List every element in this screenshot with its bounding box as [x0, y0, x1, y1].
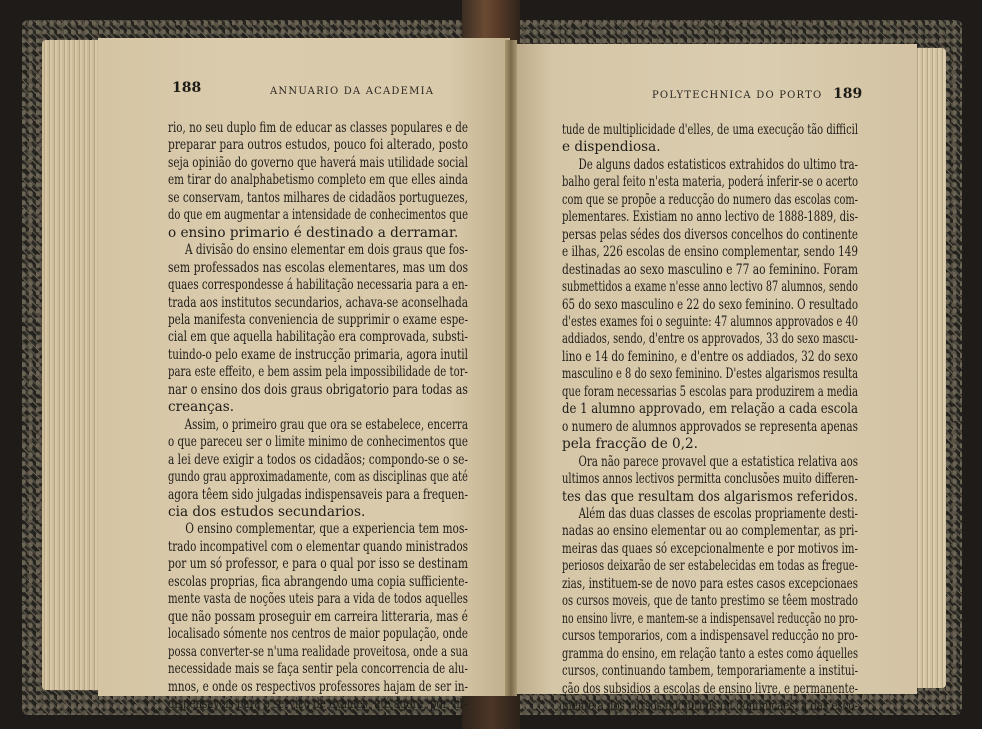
text-line: creanças.: [168, 399, 235, 416]
text-line: localisado sómente nos centros de maior população, onde: [168, 626, 468, 643]
text-line: que foram necessarias 5 escolas para produzirem a media: [562, 383, 858, 400]
text-line: masculino e 8 do sexo feminino. D'estes algarismos resulta: [562, 366, 859, 383]
text-line: por um só professor, e para o qual por isso se destinam: [168, 556, 468, 573]
text-line: em tirar do analphabetismo completo em que elles ainda: [168, 172, 469, 189]
text-line: pela fracção de 0,2.: [562, 436, 698, 453]
text-line: cial em que aquella habilitação era comprovada, substi-: [168, 329, 469, 346]
text-line: possa converter-se n'uma realidade proveitosa, onde a sua: [168, 643, 469, 660]
text-line: trada aos institutos secundarios, achava-se aconselhada: [168, 294, 468, 311]
text-line: Assim, o primeiro grau que ora se estabelece, encerra: [184, 416, 468, 433]
text-line: cursos, continuando tambem, temporariamente a institui-: [562, 663, 858, 680]
text-line: pela manifesta conveniencia de supprimir o exame espe-: [168, 311, 468, 328]
text-line: rio, no seu duplo fim de educar as classes populares e de: [168, 120, 468, 136]
text-line: e dispendiosa.: [562, 139, 661, 156]
text-line: A divisão do ensino elementar em dois graus que fos-: [184, 242, 468, 259]
right-running-head: POLYTECHNICA DO PORTO: [652, 90, 823, 101]
text-line: addiados, sendo, d'entre os approvados, 33 do sexo mascu-: [562, 331, 858, 348]
text-line: O ensino complementar, que a experiencia tem mos-: [185, 521, 469, 538]
text-line: que não possam proseguir em carreira litteraria, mas é: [168, 608, 468, 625]
text-line: os cursos moveis, que de tanto prestimo se têem mostrado: [562, 593, 858, 610]
text-line: De alguns dados estatisticos extrahidos do ultimo tra-: [578, 156, 859, 173]
text-line: seja opinião do governo que haverá mais utilidade social: [168, 154, 468, 171]
text-line: sem professados nas escolas elementares, mas um dos: [168, 259, 468, 276]
text-line: escolas proprias, fica abrangendo uma copia sufficiente-: [168, 573, 469, 590]
right-page-number: 189: [833, 86, 863, 102]
text-line: cursos temporarios, com a indispensavel reducção no pro-: [562, 628, 858, 645]
text-line: meiras das quaes só excepcionalmente e por motivos im-: [562, 540, 858, 557]
text-line: e ilhas, 226 escolas de ensino complementar, sendo 149: [562, 244, 858, 261]
text-line: mnos, e onde os respectivos professores hajam de ser in-: [168, 678, 468, 695]
text-line: do que em augmentar a intensidade de conhecimentos que: [168, 207, 468, 224]
text-line: se conservam, tantos milhares de cidadãos portuguezes,: [168, 189, 469, 206]
right-body-text: [562, 122, 982, 715]
text-line: o ensino primario é destinado a derramar.: [168, 224, 459, 241]
text-line: nadas ao ensino elementar ou ao complementar, as pri-: [562, 523, 858, 540]
text-line: necessidade mais se faça sentir pela concorrencia de alu-: [168, 661, 468, 678]
text-line: zias, instituem-se de novo para estes casos excepcionaes: [562, 575, 859, 592]
text-line: preparar para outros estudos, pouco foi alterado, posto: [168, 137, 469, 154]
text-line: Ora não parece provavel que a estatistica relativa aos: [578, 453, 859, 470]
text-line: lino e 14 do feminino, e d'entre os addiados, 32 do sexo: [562, 348, 859, 365]
text-line: cia dos estudos secundarios.: [168, 503, 366, 520]
text-line: ultimos annos lectivos permitta conclusões muito differen-: [562, 471, 858, 488]
text-line: o que pareceu ser o limite minimo de conhecimentos que: [168, 434, 468, 451]
text-line: 65 do sexo masculino e 22 do sexo feminino. O resultado: [562, 296, 858, 313]
left-page-number: 188: [172, 80, 202, 96]
text-line: tude de multiplicidade d'elles, de uma execução tão difficil: [562, 122, 859, 138]
left-body-text: [168, 120, 575, 713]
text-line: tes das que resultam dos algarismos referidos.: [562, 488, 859, 505]
left-running-head: ANNUARIO DA ACADEMIA: [270, 86, 435, 97]
text-line: Além das duas classes de escolas propriamente desti-: [578, 505, 859, 522]
text-line: nar o ensino dos dois graus obrigatorio para todas as: [168, 381, 469, 398]
text-line: de 1 alumno approvado, em relação a cada escola: [562, 401, 859, 418]
text-line: destinadas ao sexo masculino e 77 ao feminino. Foram: [562, 261, 859, 278]
text-line: persas pelas sédes dos diversos concelhos do continente: [562, 226, 858, 243]
text-line: tuindo-o pelo exame de instrucção primaria, agora inutil: [168, 346, 468, 363]
text-line: com que se propõe a reducção do numero das escolas com-: [562, 191, 858, 208]
text-line: periosos deixarão de ser estabelecidas em todas as fregue-: [562, 558, 858, 575]
text-line: trado incompativel com o elementar quando ministrados: [168, 538, 468, 555]
text-line: mente vasta de noções uteis para a vida de todos aquelles: [168, 591, 469, 608]
text-line: para este effeito, e bem assim pela impossibilidade de tor-: [168, 364, 468, 381]
text-line: ção dos subsidios a escolas de ensino livre, e permanente-: [562, 680, 859, 697]
text-line: mente a dos cursos nocturnos ou dominicaes, a das esco-: [562, 697, 858, 714]
text-line: gundo grau approximadamente, com as disciplinas que até: [168, 469, 468, 486]
text-line: plementares. Existiam no anno lectivo de 1888-1889, dis-: [562, 209, 859, 226]
text-line: agora têem sido julgadas indispensaveis para a frequen-: [168, 486, 469, 503]
text-line: balho geral feito n'esta materia, poderá inferir-se o acerto: [562, 174, 859, 191]
text-line: submettidos a exame n'esse anno lectivo 87 alumnos, sendo: [562, 279, 859, 296]
text-line: gramma do ensino, em relação tanto a estes como áquelles: [562, 645, 859, 662]
text-line: d'estes exames foi o seguinte: 47 alumnos approvados e 40: [562, 313, 859, 330]
text-line: quaes correspondesse á habilitação necessaria para a en-: [168, 277, 469, 294]
text-line: a lei deve exigir a todos os cidadãos; compondo-se o se-: [168, 451, 468, 468]
text-line: dispensaveis para o serviço de exames, até agora, por vir-: [168, 695, 468, 712]
text-line: o numero de alumnos approvados se representa apenas: [562, 418, 858, 435]
text-line: no ensino livre, e mantem-se a indispensavel reducção no pro-: [562, 610, 858, 627]
